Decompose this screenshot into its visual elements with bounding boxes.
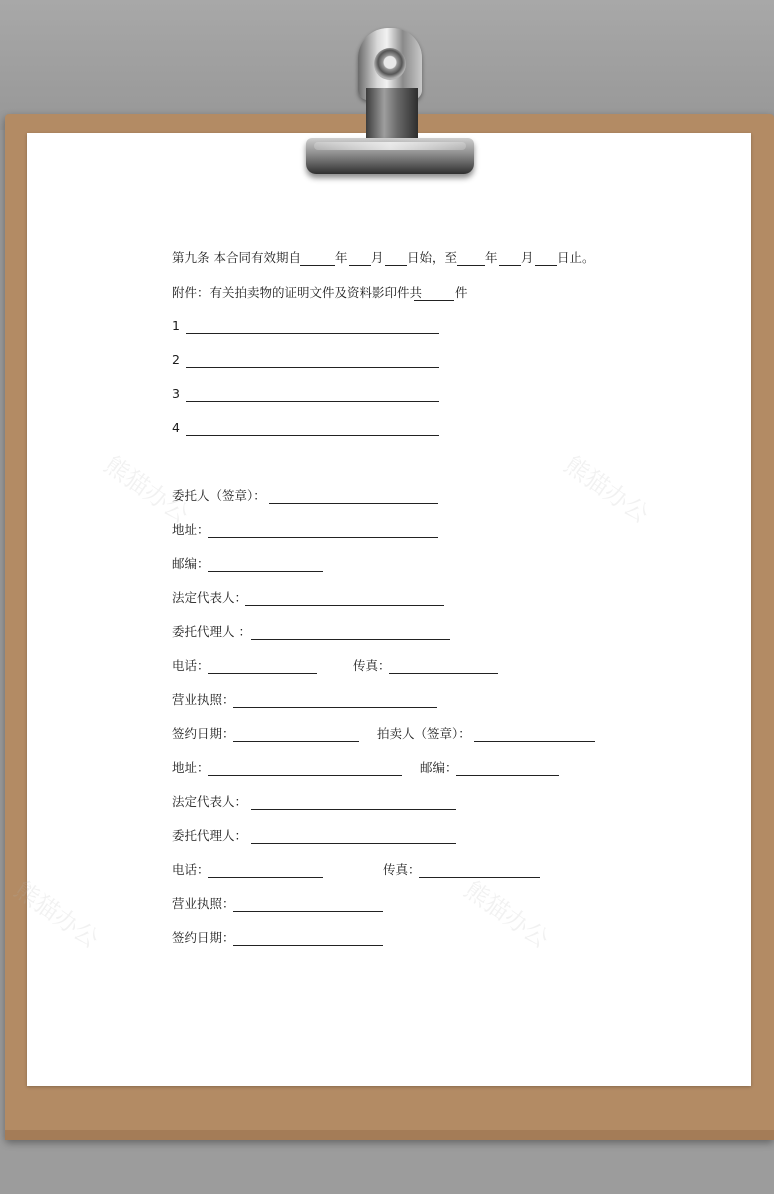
consignor-agent-field[interactable] bbox=[251, 639, 450, 640]
paper-sheet bbox=[27, 133, 751, 1086]
month-label: 月 bbox=[371, 250, 384, 265]
auctioneer-agent-label: 委托代理人： bbox=[172, 828, 248, 843]
consignor-postcode-label: 邮编： bbox=[172, 556, 210, 571]
consignor-date-field[interactable] bbox=[233, 741, 359, 742]
consignor-fax-field[interactable] bbox=[389, 673, 498, 674]
auctioneer-fax-label: 传真： bbox=[383, 862, 421, 877]
watermark: 熊猫办公 bbox=[559, 450, 654, 529]
consignor-date-label: 签约日期： bbox=[172, 726, 235, 741]
start-year-field[interactable] bbox=[300, 265, 335, 266]
consignor-phone-label: 电话： bbox=[172, 658, 210, 673]
year-label: 年 bbox=[335, 250, 348, 265]
consignor-legal-rep-field[interactable] bbox=[245, 605, 444, 606]
end-month-field[interactable] bbox=[499, 265, 521, 266]
auctioneer-fax-field[interactable] bbox=[419, 877, 540, 878]
auctioneer-phone-field[interactable] bbox=[208, 877, 323, 878]
attachment-count-field[interactable] bbox=[414, 300, 454, 301]
consignor-address-field[interactable] bbox=[208, 537, 438, 538]
auctioneer-sign-label: 拍卖人（签章）： bbox=[377, 726, 471, 741]
auctioneer-phone-label: 电话： bbox=[172, 862, 210, 877]
consignor-fax-label: 传真： bbox=[353, 658, 391, 673]
attachment-item-field[interactable] bbox=[186, 401, 439, 402]
clipboard-edge bbox=[5, 1130, 774, 1140]
auctioneer-sign-field[interactable] bbox=[474, 741, 595, 742]
auctioneer-date-field[interactable] bbox=[233, 945, 383, 946]
start-day-field[interactable] bbox=[385, 265, 407, 266]
auctioneer-address-field[interactable] bbox=[208, 775, 402, 776]
consignor-postcode-field[interactable] bbox=[208, 571, 323, 572]
article9-prefix: 第九条 本合同有效期自 bbox=[172, 250, 301, 265]
month-label-2: 月 bbox=[521, 250, 534, 265]
auctioneer-legal-rep-label: 法定代表人： bbox=[172, 794, 248, 809]
watermark: 熊猫办公 bbox=[99, 450, 194, 529]
attachment-label: 附件：有关拍卖物的证明文件及资料影印件共 bbox=[172, 285, 423, 300]
attachment-item-number: 1 bbox=[172, 318, 180, 333]
clip-neck bbox=[366, 88, 418, 140]
end-year-field[interactable] bbox=[457, 265, 485, 266]
consignor-legal-rep-label: 法定代表人： bbox=[172, 590, 248, 605]
day-end-label: 日止。 bbox=[557, 250, 595, 265]
consignor-sign-label: 委托人（签章）： bbox=[172, 488, 266, 503]
consignor-license-field[interactable] bbox=[233, 707, 437, 708]
attachment-item-number: 2 bbox=[172, 352, 180, 367]
auctioneer-legal-rep-field[interactable] bbox=[251, 809, 456, 810]
consignor-address-label: 地址： bbox=[172, 522, 210, 537]
consignor-phone-field[interactable] bbox=[208, 673, 317, 674]
attachment-item-number: 4 bbox=[172, 420, 180, 435]
attachment-item-field[interactable] bbox=[186, 435, 439, 436]
auctioneer-date-label: 签约日期： bbox=[172, 930, 235, 945]
year-label-2: 年 bbox=[485, 250, 498, 265]
attachment-item-number: 3 bbox=[172, 386, 180, 401]
clip-hole bbox=[374, 48, 406, 80]
consignor-agent-label: 委托代理人 ： bbox=[172, 624, 251, 639]
auctioneer-address-label: 地址： bbox=[172, 760, 210, 775]
auctioneer-postcode-field[interactable] bbox=[456, 775, 559, 776]
attachment-unit: 件 bbox=[455, 285, 468, 300]
watermark: 熊猫办公 bbox=[459, 875, 554, 954]
end-day-field[interactable] bbox=[535, 265, 557, 266]
attachment-item-field[interactable] bbox=[186, 367, 439, 368]
auctioneer-license-field[interactable] bbox=[233, 911, 383, 912]
consignor-license-label: 营业执照： bbox=[172, 692, 235, 707]
watermark: 熊猫办公 bbox=[9, 875, 104, 954]
day-start-label: 日始，至 bbox=[407, 250, 458, 265]
attachment-item-field[interactable] bbox=[186, 333, 439, 334]
clip-shine bbox=[314, 142, 466, 150]
start-month-field[interactable] bbox=[349, 265, 371, 266]
consignor-sign-field[interactable] bbox=[269, 503, 438, 504]
auctioneer-postcode-label: 邮编： bbox=[420, 760, 458, 775]
auctioneer-license-label: 营业执照： bbox=[172, 896, 235, 911]
auctioneer-agent-field[interactable] bbox=[251, 843, 456, 844]
